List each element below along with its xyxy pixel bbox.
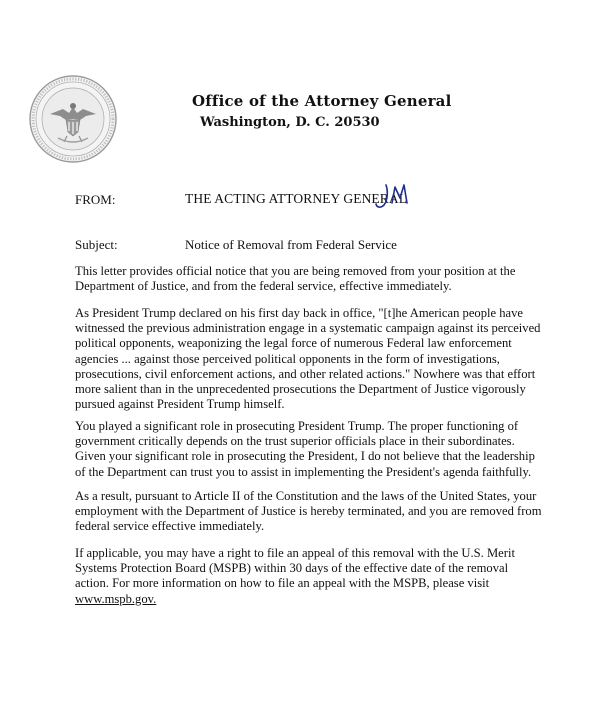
paragraph-5: [75, 546, 545, 607]
letterhead-office: Office of the Attorney General: [192, 92, 452, 110]
from-value: THE ACTING ATTORNEY GENERAL: [185, 191, 408, 206]
letterhead-city: Washington, D. C. 20530: [200, 115, 380, 130]
mspb-link[interactable]: www.mspb.gov.: [75, 591, 157, 606]
subject-value: Notice of Removal from Federal Service: [185, 237, 397, 252]
handwritten-initials-icon: [373, 181, 413, 217]
subject-label: Subject:: [75, 237, 118, 252]
paragraph-text: As President Trump declared on his first day back in office, "[t]he American people have witnessed the previous administration engage in a systematic campaign against its perceived political opponents, weaponizing the legal force of numerous Federal law enforcement agencies ... against those perceived political opponents in the form of investigations, prosecutions, civil enforcement actions, and other related actions." Nowhere was that effort more salient than in the unprecedented prosecutions the Department of Justice vigorously pursued against President Trump himself.: [75, 306, 541, 412]
paragraph-2: [75, 306, 545, 412]
department-of-justice-seal-icon: [28, 74, 118, 164]
paragraph-text: If applicable, you may have a right to file an appeal of this removal with the U.S. Merit Systems Protection Board (MSPB) within 30 days of the effective date of the removal action. For more information on how to file an appeal with the MSPB, please visit: [75, 546, 515, 591]
paragraph-text: This letter provides official notice that you are being removed from your position at the Department of Justice, and from the federal service, effective immediately.: [75, 264, 516, 294]
paragraph-1: [75, 264, 545, 294]
paragraph-text: As a result, pursuant to Article II of the Constitution and the laws of the United States, your employment with the Department of Justice is hereby terminated, and you are removed from federal service effective immediately.: [75, 489, 542, 534]
paragraph-4: [75, 489, 545, 535]
from-label: FROM:: [75, 192, 116, 207]
paragraph-3: [75, 419, 545, 480]
letterhead: [192, 92, 452, 130]
paragraph-text: You played a significant role in prosecuting President Trump. The proper functioning of government critically depends on the trust superior officials place in their subordinates. Given your significant role in prosecuting the President, I do not believe that the leadership of the Department can trust you to assist in implementing the President's agenda faithfully.: [75, 419, 535, 479]
